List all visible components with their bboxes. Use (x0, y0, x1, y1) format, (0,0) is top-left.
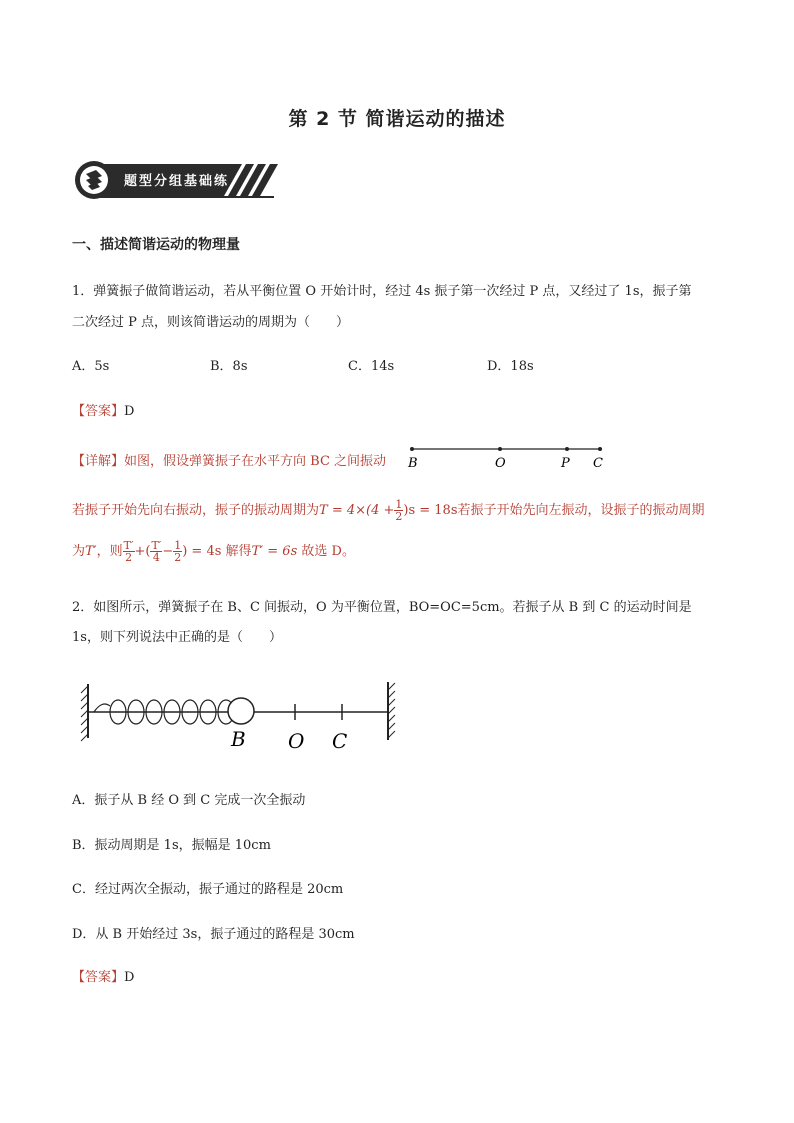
q1-answer (72, 400, 134, 419)
q2-spring-diagram (80, 676, 410, 756)
answer-value: D (124, 404, 135, 419)
q2-option-a: A．振子从 B 经 O 到 C 完成一次全振动 (72, 793, 306, 808)
exp-text: 为 (72, 544, 86, 559)
formula-part: )s = 18s (403, 503, 458, 518)
detail-tag: 【详解】 (72, 454, 125, 469)
exp-text: 若振子开始先向右振动，振子的振动周期为 (72, 503, 320, 518)
q1-option-c: C．14s (348, 359, 395, 374)
fraction: $\frac{T'}{4}$ (151, 539, 162, 564)
spring-label-o: O (288, 729, 305, 753)
q1-diagram (404, 442, 614, 472)
formula-part: T = 4×(4 + (319, 503, 395, 518)
section-banner (74, 160, 284, 200)
q2-option-d: D．从 B 开始经过 3s，振子通过的路程是 30cm (72, 927, 355, 942)
fraction: $\frac{1}{2}$ (174, 539, 182, 564)
formula-part: +( (134, 544, 151, 559)
q2-stem-line1: 2．如图所示，弹簧振子在 B、C 间振动，O 为平衡位置，BO=OC=5cm。若振子从 B 到 C 的运动时间是 (72, 600, 692, 615)
detail-text: 如图，假设弹簧振子在水平方向 BC 之间振动 (124, 454, 387, 469)
section-heading: 一、描述简谐运动的物理量 (72, 237, 240, 253)
formula-part: T′ = 6s (251, 544, 298, 559)
oscillator-ball (228, 698, 254, 724)
answer-value: D (124, 970, 135, 985)
answer-tag: 【答案】 (72, 970, 125, 985)
q1-option-d: D．18s (487, 359, 534, 374)
q2-stem-line2: 1s，则下列说法中正确的是（ ） (72, 630, 282, 645)
q2-option-b: B．振动周期是 1s，振幅是 10cm (72, 838, 271, 853)
q1-detail (72, 450, 386, 469)
q2-option-c: C．经过两次全振动，振子通过的路程是 20cm (72, 882, 344, 897)
spring-label-c: C (332, 729, 348, 753)
formula-part: − (162, 544, 174, 559)
spring-label-b: B (231, 727, 246, 751)
fraction: $\frac{1}{2}$ (395, 498, 403, 523)
formula-part: ) = 4s (182, 544, 222, 559)
page-title: 第 2 节 简谐运动的描述 (288, 108, 506, 130)
diagram-label-o: O (495, 456, 506, 471)
diagram-label-p: P (561, 456, 570, 471)
exp-text: ，则 (96, 544, 123, 559)
q1-stem-line1: 1．弹簧振子做简谐运动，若从平衡位置 O 开始计时，经过 4s 振子第一次经过 P 点，又经过了 1s，振子第 (72, 284, 692, 299)
q1-explanation-line2 (72, 538, 355, 566)
diagram-label-b: B (408, 456, 418, 471)
q1-option-a: A．5s (72, 359, 110, 374)
formula-part: T′ (85, 544, 97, 559)
q1-stem-line2: 二次经过 P 点，则该简谐运动的周期为（ ） (72, 315, 350, 330)
q2-answer (72, 966, 134, 985)
exp-text: 若振子开始先向左振动，设振子的振动周期 (457, 503, 705, 518)
diagram-label-c: C (593, 456, 603, 471)
exp-text: 解得 (221, 544, 252, 559)
q1-explanation-line1 (72, 497, 705, 525)
fraction: $\frac{T'}{2}$ (123, 539, 134, 564)
exp-text: 故选 D。 (297, 544, 355, 559)
q1-option-b: B．8s (210, 359, 248, 374)
answer-tag: 【答案】 (72, 404, 125, 419)
banner-label: 题型分组基础练 (124, 174, 230, 189)
